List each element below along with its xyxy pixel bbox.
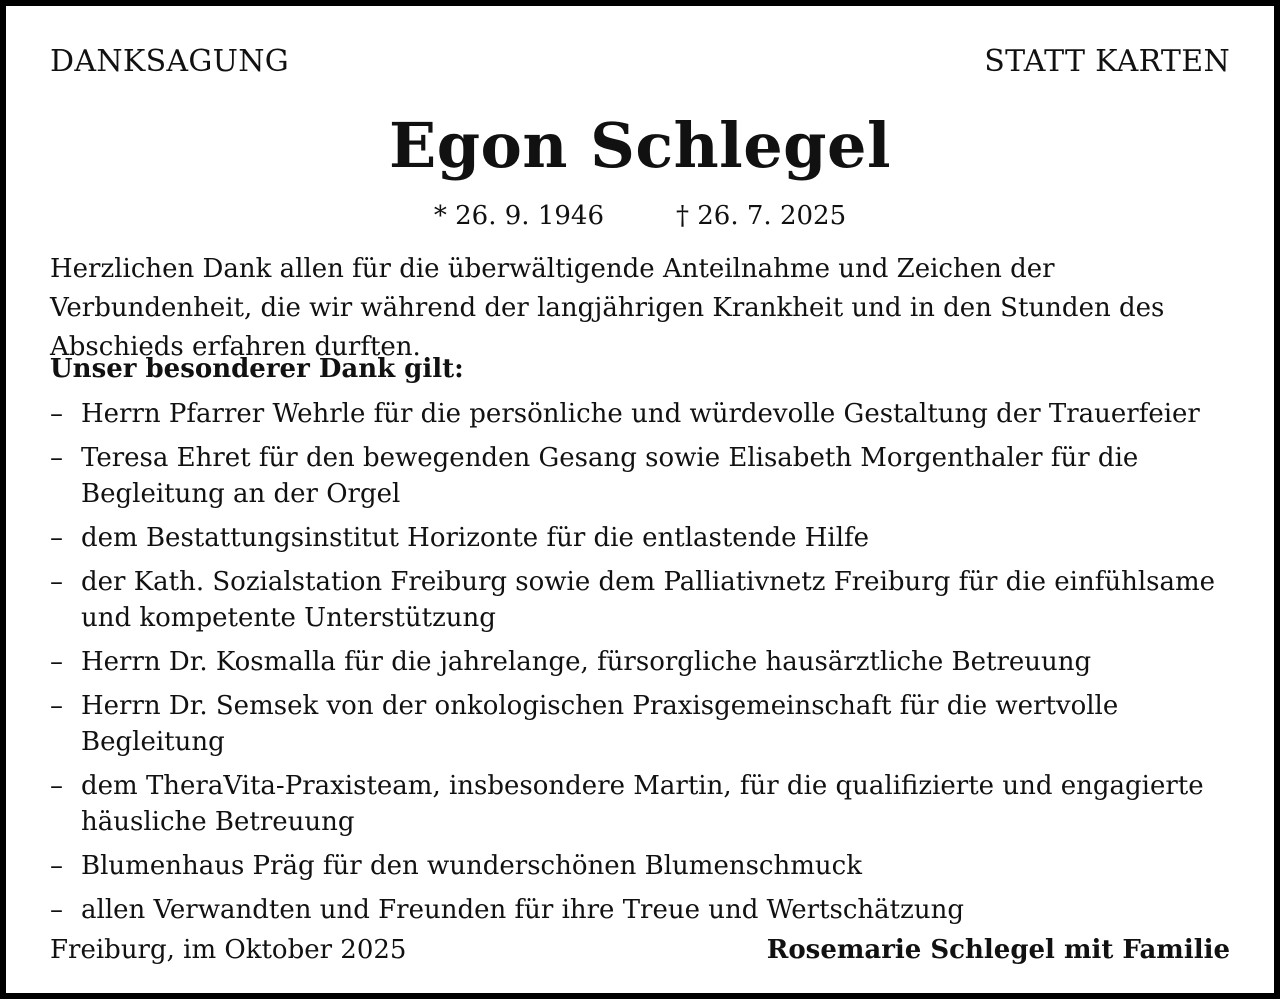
list-item-text: Herrn Pfarrer Wehrle für die persönliche und würdevolle Gestaltung der Trauerfeier (81, 399, 1200, 429)
list-item-text: dem TheraVita-Praxisteam, insbesondere Martin, für die qualifizierte und engagierte häusliche Betreuung (81, 771, 1204, 837)
header-statt-karten: STATT KARTEN (984, 44, 1230, 79)
dash-bullet: – (50, 443, 63, 473)
dash-bullet: – (50, 771, 63, 801)
list-item (50, 848, 1260, 884)
list-item-text: Teresa Ehret für den bewegenden Gesang sowie Elisabeth Morgenthaler für die Begleitung an der Orgel (81, 443, 1139, 509)
list-item (50, 564, 1260, 636)
place-date: Freiburg, im Oktober 2025 (50, 935, 407, 965)
list-item (50, 768, 1260, 840)
list-item (50, 396, 1260, 432)
dash-bullet: – (50, 399, 63, 429)
list-item (50, 440, 1260, 512)
list-item (50, 688, 1260, 760)
death-date: † 26. 7. 2025 (676, 201, 847, 231)
list-item (50, 520, 1260, 556)
deceased-name: Egon Schlegel (388, 109, 892, 182)
thanks-heading: Unser besonderer Dank gilt: (50, 354, 464, 384)
list-item-text: Herrn Dr. Kosmalla für die jahrelange, fürsorgliche hausärztliche Betreuung (81, 647, 1092, 677)
dash-bullet: – (50, 647, 63, 677)
list-item (50, 892, 1260, 928)
list-item-text: Blumenhaus Präg für den wunderschönen Blumenschmuck (81, 851, 862, 881)
list-item-text: allen Verwandten und Freunden für ihre Treue und Wertschätzung (81, 895, 964, 925)
dash-bullet: – (50, 567, 63, 597)
dash-bullet: – (50, 895, 63, 925)
signature: Rosemarie Schlegel mit Familie (766, 935, 1230, 965)
dash-bullet: – (50, 523, 63, 553)
header-danksagung: DANKSAGUNG (50, 44, 290, 79)
dash-bullet: – (50, 691, 63, 721)
list-item-text: der Kath. Sozialstation Freiburg sowie dem Palliativnetz Freiburg für die einfühlsame und kompetente Unterstützung (81, 567, 1216, 633)
list-item (50, 644, 1260, 680)
dash-bullet: – (50, 851, 63, 881)
life-dates (6, 199, 1274, 233)
list-item-text: dem Bestattungsinstitut Horizonte für die entlastende Hilfe (81, 523, 870, 553)
list-item-text: Herrn Dr. Semsek von der onkologischen Praxisgemeinschaft für die wertvolle Begleitung (81, 691, 1119, 757)
birth-date: * 26. 9. 1946 (433, 201, 604, 231)
thanks-list (50, 396, 1260, 936)
intro-text: Herzlichen Dank allen für die überwältigende Anteilnahme und Zeichen der Verbundenheit, die wir während der langjährigen Krankheit und in den Stunden des Abschieds erfahren durften. (50, 254, 1165, 362)
